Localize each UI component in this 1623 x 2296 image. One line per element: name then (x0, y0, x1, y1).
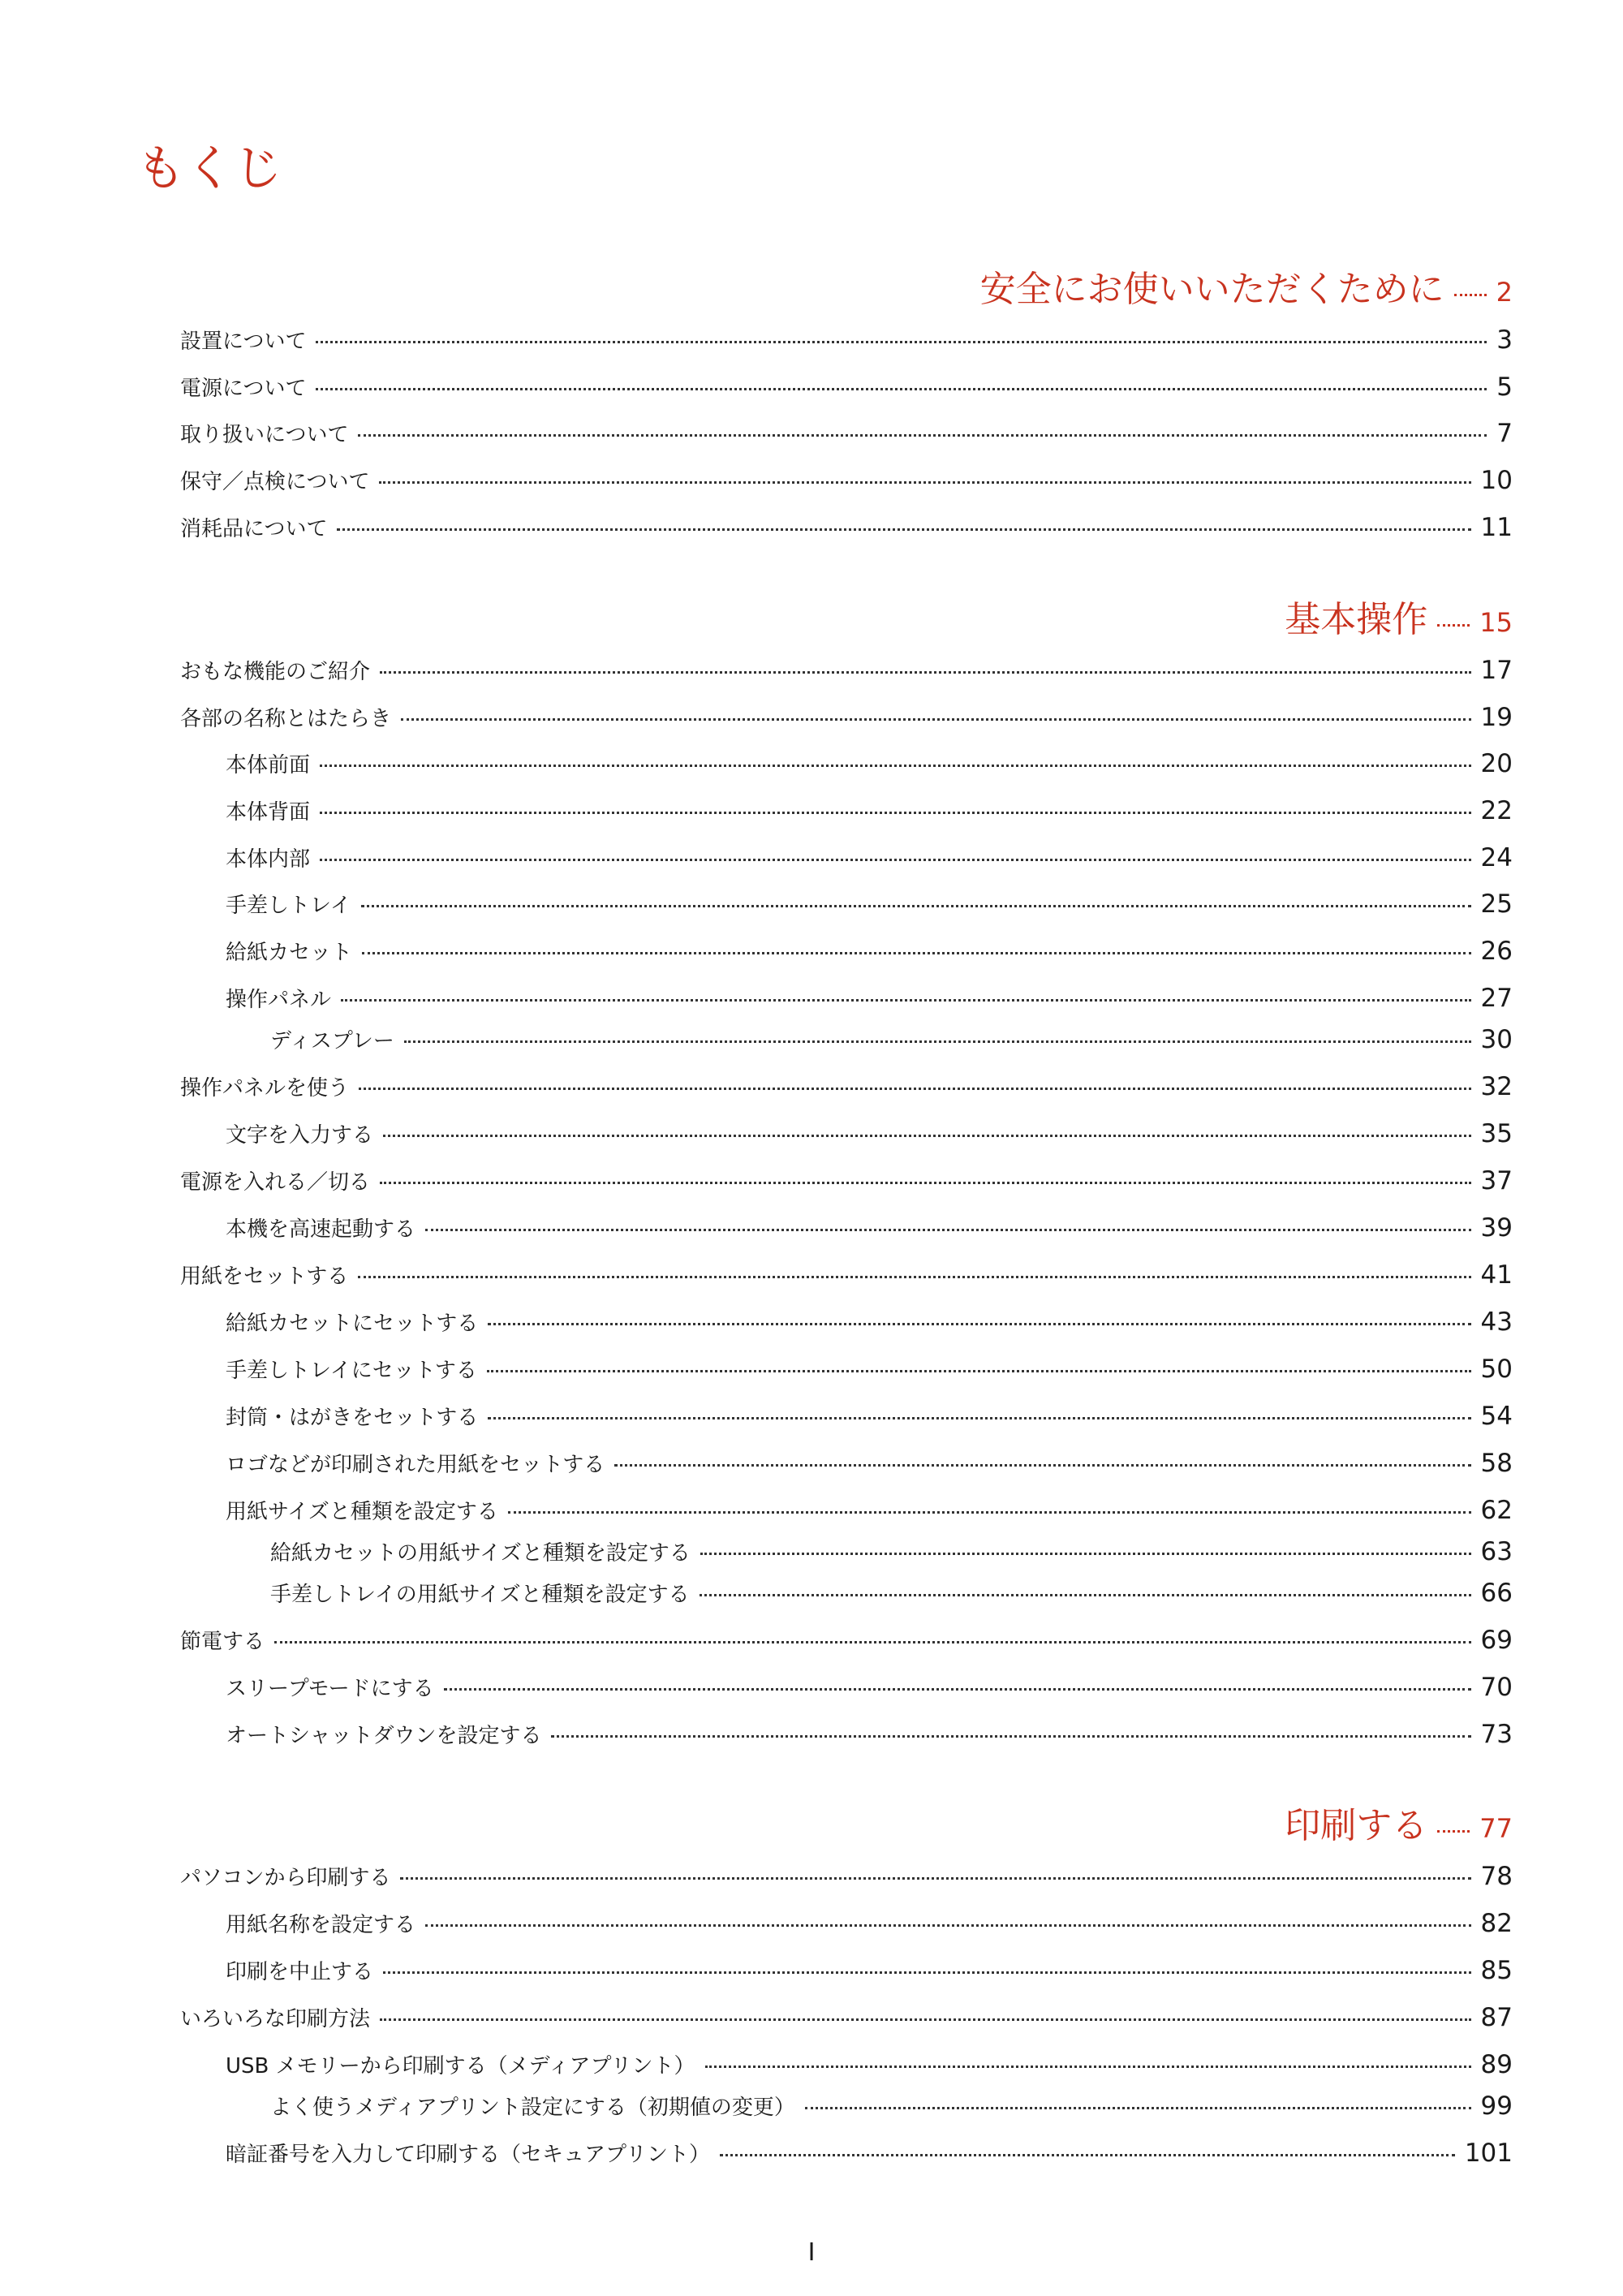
dot-leader (444, 1688, 1471, 1691)
dot-leader (700, 1594, 1471, 1596)
toc-entry[interactable] (180, 465, 1513, 495)
toc-entry-label: 給紙カセット (226, 941, 353, 965)
toc-entry-label: 文字を入力する (226, 1123, 374, 1148)
dot-leader (508, 1511, 1471, 1514)
toc-entry-page-number: 22 (1480, 796, 1513, 825)
toc-entry-label: 保守／点検について (180, 470, 370, 494)
dot-leader (380, 671, 1471, 674)
toc-entry-page-number: 5 (1496, 373, 1513, 402)
page-title: もくじ (136, 140, 282, 197)
toc-entry-label: 本体前面 (226, 753, 311, 778)
dot-leader (316, 388, 1487, 390)
toc-entry-page-number: 32 (1480, 1072, 1513, 1101)
dot-leader (551, 1735, 1470, 1738)
toc-entry[interactable] (226, 983, 1513, 1013)
toc-entry-page-number: 41 (1480, 1260, 1513, 1290)
dot-leader (425, 1229, 1471, 1231)
toc-entry-page-number: 43 (1480, 1307, 1513, 1337)
dot-leader (400, 1877, 1470, 1880)
toc-entry-page-number: 39 (1480, 1213, 1513, 1243)
dot-leader (1437, 624, 1470, 627)
toc-entry[interactable] (226, 1213, 1513, 1243)
toc-entry[interactable] (226, 795, 1513, 825)
toc-entry[interactable] (226, 842, 1513, 872)
toc-chapter-entry[interactable] (980, 260, 1513, 312)
toc-entry-label: 用紙をセットする (180, 1264, 349, 1289)
toc-entry[interactable] (180, 1071, 1513, 1101)
toc-entry-page-number: 11 (1480, 513, 1513, 542)
footer-page-number: I (807, 2238, 816, 2267)
toc-entry-page-number: 7 (1496, 419, 1513, 448)
toc-entry-page-number: 73 (1480, 1720, 1513, 1749)
toc-entry-label: 節電する (180, 1630, 265, 1654)
toc-entry-label: ディスプレー (270, 1029, 394, 1053)
toc-entry[interactable] (226, 2049, 1513, 2079)
toc-entry-page-number: 87 (1480, 2003, 1513, 2032)
toc-entry[interactable] (180, 702, 1513, 732)
toc-entry[interactable] (226, 1354, 1513, 1384)
toc-entry[interactable] (180, 325, 1513, 355)
dot-leader (362, 952, 1471, 954)
toc-entry[interactable] (270, 1578, 1513, 1608)
toc-entry-page-number: 35 (1480, 1119, 1513, 1148)
toc-entry-label: 電源を入れる／切る (180, 1170, 371, 1195)
toc-entry-label: 給紙カセットの用紙サイズと種類を設定する (270, 1541, 691, 1566)
dot-leader (383, 1135, 1471, 1137)
toc-chapter-entry[interactable] (1285, 1796, 1513, 1848)
toc-entry[interactable] (226, 1719, 1513, 1749)
toc-entry-label: 電源について (180, 377, 307, 401)
toc-entry-label: 手差しトレイの用紙サイズと種類を設定する (270, 1583, 690, 1607)
toc-entry[interactable] (226, 2138, 1513, 2168)
toc-entry-label: 取り扱いについて (180, 423, 349, 447)
toc-entry-page-number: 24 (1480, 843, 1513, 872)
toc-entry[interactable] (226, 889, 1513, 919)
toc-entry-page-number: 63 (1480, 1537, 1513, 1566)
toc-entry-page-number: 89 (1480, 2050, 1513, 2079)
toc-entry[interactable] (226, 1908, 1513, 1938)
dot-leader (487, 1370, 1471, 1372)
dot-leader (361, 905, 1471, 907)
dot-leader (337, 528, 1470, 531)
toc-entry-label: 本機を高速起動する (226, 1217, 416, 1242)
toc-entry-label: 手差しトレイ (226, 894, 351, 918)
toc-entry-page-number: 26 (1480, 937, 1513, 966)
toc-entry-label: オートシャットダウンを設定する (226, 1724, 542, 1748)
toc-entry-label: 手差しトレイにセットする (226, 1359, 477, 1383)
toc-entry[interactable] (270, 2091, 1513, 2121)
dot-leader (379, 481, 1470, 484)
dot-leader (425, 1924, 1471, 1927)
dot-leader (316, 341, 1487, 343)
toc-entry-page-number: 99 (1480, 2091, 1513, 2121)
toc-entry[interactable] (226, 936, 1513, 966)
toc-entry-label: 基本操作 (1285, 599, 1428, 640)
dot-leader (341, 999, 1471, 1002)
toc-entry-label: 用紙サイズと種類を設定する (226, 1500, 498, 1524)
toc-entry[interactable] (270, 1024, 1513, 1054)
dot-leader (401, 718, 1471, 721)
toc-entry-page-number: 101 (1464, 2139, 1513, 2168)
toc-entry[interactable] (180, 372, 1513, 402)
toc-entry[interactable] (180, 512, 1513, 542)
toc-entry-label: いろいろな印刷方法 (180, 2007, 371, 2031)
toc-entry-label: 操作パネルを使う (180, 1076, 350, 1101)
toc-entry[interactable] (180, 655, 1513, 685)
toc-entry-label: 操作パネル (226, 988, 332, 1012)
toc-entry-label: 用紙名称を設定する (226, 1913, 416, 1937)
dot-leader (705, 2066, 1471, 2068)
dot-leader (614, 1464, 1470, 1467)
toc-entry-page-number: 27 (1480, 984, 1513, 1013)
toc-entry-page-number: 20 (1480, 749, 1513, 778)
toc-entry-page-number: 37 (1480, 1166, 1513, 1195)
toc-entry[interactable] (226, 1401, 1513, 1431)
toc-entry[interactable] (270, 1536, 1513, 1566)
toc-entry-page-number: 10 (1480, 466, 1513, 495)
toc-entry[interactable] (226, 1307, 1513, 1337)
toc-entry-label: 印刷を中止する (226, 1960, 374, 1984)
toc-entry-page-number: 15 (1479, 607, 1513, 638)
toc-entry[interactable] (180, 2002, 1513, 2032)
toc-entry-page-number: 2 (1496, 277, 1513, 308)
toc-entry[interactable] (180, 418, 1513, 448)
dot-leader (358, 434, 1487, 437)
toc-entry-page-number: 70 (1480, 1673, 1513, 1702)
toc-entry-label: よく使うメディアプリント設定にする（初期値の変更） (270, 2096, 795, 2120)
toc-entry[interactable] (226, 1448, 1513, 1478)
toc-entry-page-number: 25 (1480, 890, 1513, 919)
toc-entry-label: ロゴなどが印刷された用紙をセットする (226, 1453, 605, 1477)
toc-entry-label: 本体背面 (226, 800, 311, 825)
toc-entry-label: 給紙カセットにセットする (226, 1312, 479, 1336)
toc-entry-label: 封筒・はがきをセットする (226, 1406, 479, 1430)
toc-entry-page-number: 77 (1479, 1813, 1513, 1844)
dot-leader (320, 765, 1471, 767)
dot-leader (805, 2107, 1471, 2109)
toc-entry-label: 安全にお使いいただくために (979, 269, 1444, 310)
dot-leader (358, 1276, 1470, 1278)
toc-entry-label: 消耗品について (180, 517, 328, 541)
dot-leader (383, 1971, 1471, 1974)
toc-entry[interactable] (226, 1495, 1513, 1525)
toc-entry[interactable] (180, 1861, 1513, 1891)
toc-entry-page-number: 50 (1480, 1355, 1513, 1384)
toc-chapter-entry[interactable] (1285, 590, 1513, 642)
toc-entry[interactable] (226, 1955, 1513, 1985)
toc-entry-page-number: 30 (1480, 1025, 1513, 1054)
toc-entry-label: スリープモードにする (226, 1677, 434, 1701)
toc-entry-label: パソコンから印刷する (180, 1866, 391, 1890)
toc-entry-page-number: 85 (1480, 1956, 1513, 1985)
toc-entry-page-number: 82 (1480, 1909, 1513, 1938)
toc-entry-page-number: 58 (1480, 1449, 1513, 1478)
dot-leader (1454, 294, 1487, 296)
toc-entry-page-number: 54 (1480, 1402, 1513, 1431)
toc-entry-page-number: 69 (1480, 1626, 1513, 1655)
dot-leader (320, 859, 1471, 861)
dot-leader (700, 1553, 1471, 1555)
toc-entry[interactable] (226, 1672, 1513, 1702)
dot-leader (488, 1323, 1470, 1325)
toc-entry-label: 暗証番号を入力して印刷する（セキュアプリント） (226, 2143, 710, 2167)
toc-entry-label: USB メモリーから印刷する（メディアプリント） (226, 2054, 695, 2078)
toc-entry-label: 印刷する (1285, 1805, 1428, 1846)
dot-leader (359, 1088, 1471, 1090)
toc-entry[interactable] (226, 1118, 1513, 1148)
toc-entry-label: おもな機能のご紹介 (180, 660, 371, 684)
toc-entry-page-number: 66 (1480, 1579, 1513, 1608)
toc-entry-label: 本体内部 (226, 847, 311, 872)
toc-entry-page-number: 62 (1480, 1496, 1513, 1525)
toc-entry[interactable] (180, 1165, 1513, 1195)
toc-entry[interactable] (180, 1625, 1513, 1655)
dot-leader (380, 2018, 1471, 2021)
toc-entry-label: 各部の名称とはたらき (180, 707, 392, 731)
toc-entry-page-number: 17 (1480, 656, 1513, 685)
dot-leader (404, 1040, 1471, 1043)
dot-leader (320, 812, 1471, 814)
dot-leader (488, 1417, 1470, 1419)
toc-entry[interactable] (180, 1260, 1513, 1290)
dot-leader (1437, 1830, 1470, 1833)
toc-entry-page-number: 3 (1496, 325, 1513, 355)
dot-leader (274, 1641, 1471, 1643)
toc-entry[interactable] (226, 748, 1513, 778)
dot-leader (380, 1182, 1471, 1184)
toc-entry-label: 設置について (180, 330, 307, 354)
toc-entry-page-number: 78 (1480, 1862, 1513, 1891)
dot-leader (720, 2154, 1455, 2156)
toc-entry-page-number: 19 (1480, 703, 1513, 732)
